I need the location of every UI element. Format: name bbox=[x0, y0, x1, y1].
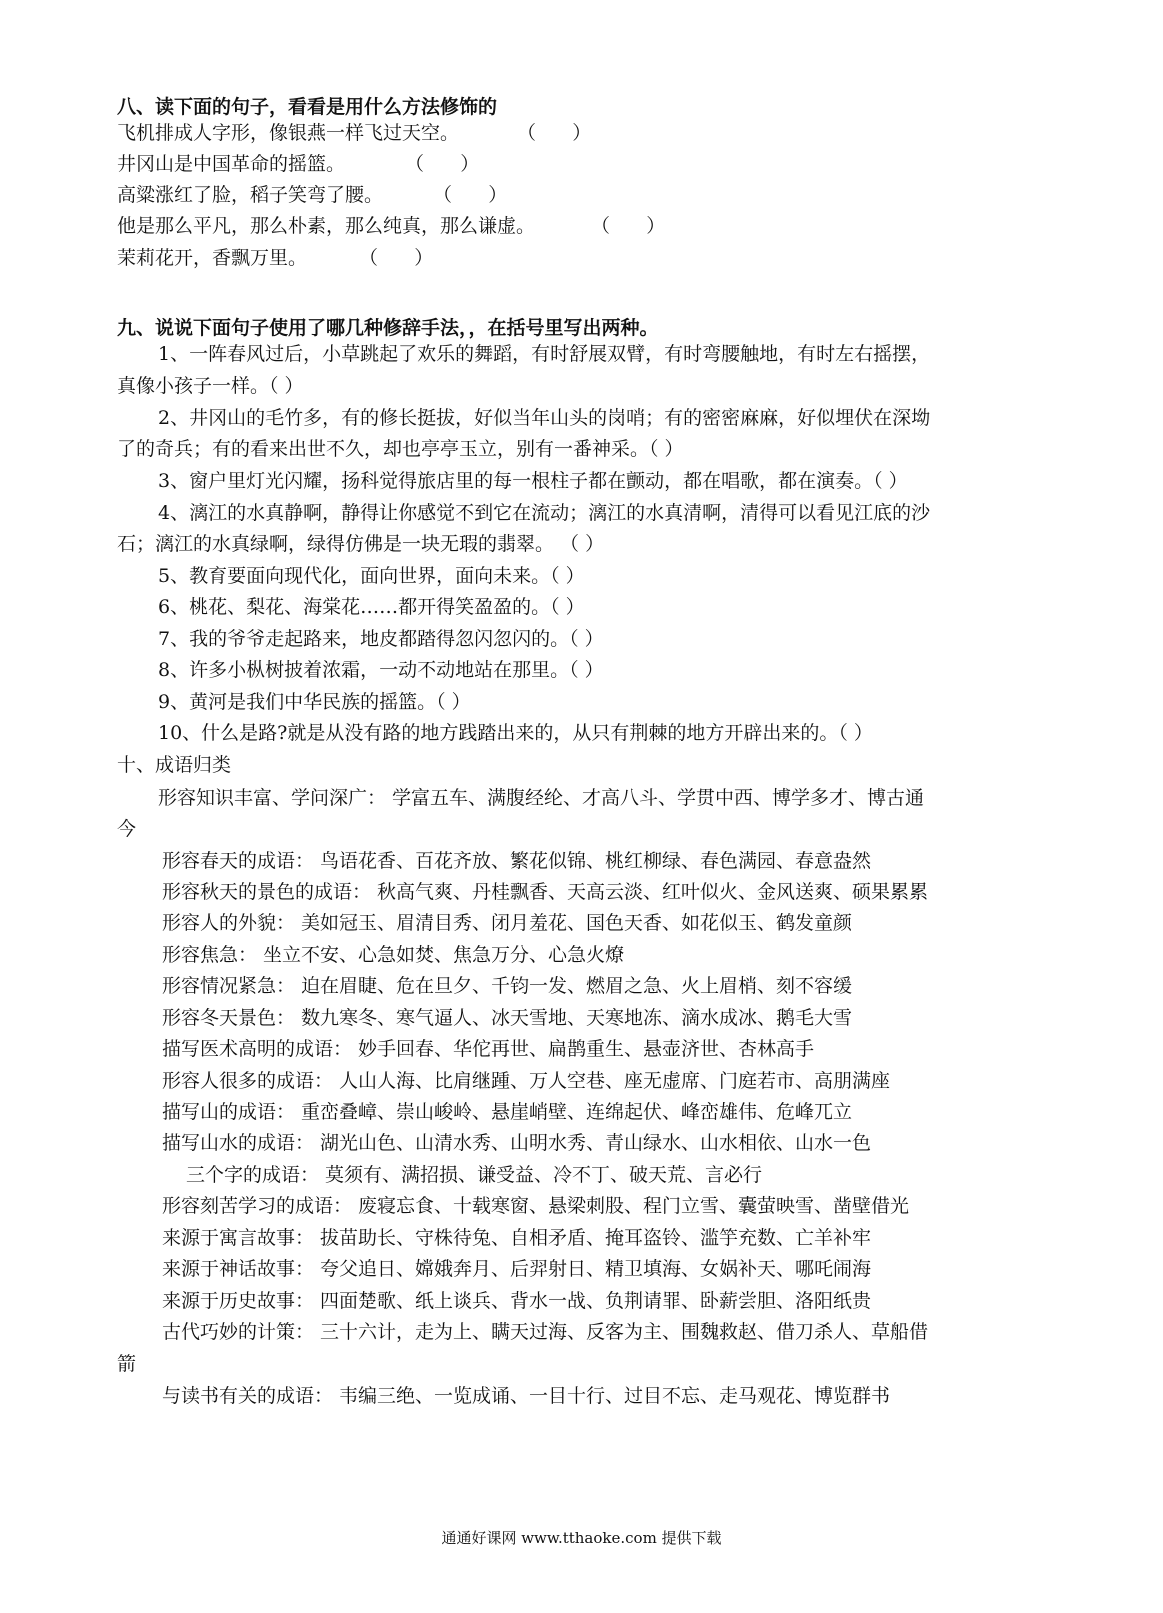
section-8-item-4 bbox=[117, 213, 665, 239]
section-9-line: 8、许多小枞树披着浓霜，一动不动地站在那里。（ ） bbox=[158, 659, 604, 681]
section-9-line: 真像小孩子一样。（ ） bbox=[117, 375, 304, 397]
section-9-line: 4、漓江的水真静啊，静得让你感觉不到它在流动；漓江的水真清啊，清得可以看见江底的沙 bbox=[158, 502, 931, 524]
sentence: 高粱涨红了脸，稻子笑弯了腰。 bbox=[117, 184, 384, 206]
section-8-item-1 bbox=[117, 120, 591, 146]
section-9-line: 7、我的爷爷走起路来，地皮都踏得忽闪忽闪的。（ ） bbox=[158, 628, 604, 650]
idiom-line: 形容焦急： 坐立不安、心急如焚、焦急万分、心急火燎 bbox=[162, 944, 625, 966]
section-9-line: 10、什么是路?就是从没有路的地方践踏出来的，从只有荆棘的地方开辟出来的。（ ） bbox=[158, 722, 873, 744]
answer-blank[interactable]: （ ） bbox=[433, 184, 508, 206]
section-9-line: 3、窗户里灯光闪耀，扬科觉得旅店里的每一根柱子都在颤动，都在唱歌，都在演奏。（ ） bbox=[158, 470, 908, 492]
answer-blank[interactable]: （ ） bbox=[405, 153, 480, 175]
idiom-line: 描写山水的成语： 湖光山色、山清水秀、山明水秀、青山绿水、山水相依、山水一色 bbox=[162, 1132, 872, 1154]
section-9-line: 5、教育要面向现代化，面向世界，面向未来。（ ） bbox=[158, 565, 585, 587]
idiom-line: 今 bbox=[117, 818, 137, 840]
idiom-line: 形容情况紧急： 迫在眉睫、危在旦夕、千钧一发、燃眉之急、火上眉梢、刻不容缓 bbox=[162, 975, 853, 997]
idiom-line: 形容冬天景色： 数九寒冬、寒气逼人、冰天雪地、天寒地冻、滴水成冰、鹅毛大雪 bbox=[162, 1007, 853, 1029]
section-9-line: 石；漓江的水真绿啊，绿得仿佛是一块无瑕的翡翠。 （ ） bbox=[117, 533, 605, 555]
idiom-line: 形容刻苦学习的成语： 废寝忘食、十载寒窗、悬梁刺股、程门立雪、囊萤映雪、凿壁借光 bbox=[162, 1195, 910, 1217]
idiom-line: 古代巧妙的计策： 三十六计，走为上、瞒天过海、反客为主、围魏救赵、借刀杀人、草船借 bbox=[162, 1321, 929, 1343]
sentence: 井冈山是中国革命的摇篮。 bbox=[117, 153, 346, 175]
answer-blank[interactable]: （ ） bbox=[517, 122, 592, 144]
idiom-line: 箭 bbox=[117, 1353, 137, 1375]
idiom-line: 形容秋天的景色的成语： 秋高气爽、丹桂飘香、天高云淡、红叶似火、金风送爽、硕果累累 bbox=[162, 881, 929, 903]
answer-blank[interactable]: （ ） bbox=[591, 215, 666, 237]
idiom-line: 描写山的成语： 重峦叠嶂、崇山峻岭、悬崖峭壁、连绵起伏、峰峦雄伟、危峰兀立 bbox=[162, 1101, 853, 1123]
idiom-line: 形容人的外貌： 美如冠玉、眉清目秀、闭月羞花、国色天香、如花似玉、鹤发童颜 bbox=[162, 912, 853, 934]
idiom-line: 形容知识丰富、学问深广： 学富五车、满腹经纶、才高八斗、学贯中西、博学多才、博古通 bbox=[158, 787, 925, 809]
sentence: 飞机排成人字形，像银燕一样飞过天空。 bbox=[117, 122, 460, 144]
section-8-item-2 bbox=[117, 151, 479, 177]
section-9-line: 9、黄河是我们中华民族的摇篮。（ ） bbox=[158, 691, 471, 713]
idiom-line: 形容人很多的成语： 人山人海、比肩继踵、万人空巷、座无虚席、门庭若市、高朋满座 bbox=[162, 1070, 891, 1092]
answer-blank[interactable]: （ ） bbox=[359, 247, 434, 269]
section-10-title: 十、成语归类 bbox=[117, 754, 232, 776]
sentence: 茉莉花开，香飘万里。 bbox=[117, 247, 308, 269]
idiom-line: 来源于寓言故事： 拔苗助长、守株待兔、自相矛盾、掩耳盗铃、滥竽充数、亡羊补牢 bbox=[162, 1227, 872, 1249]
section-9-line: 1、一阵春风过后，小草跳起了欢乐的舞蹈，有时舒展双臂，有时弯腰触地，有时左右摇摆， bbox=[158, 343, 931, 365]
section-9-line: 6、桃花、梨花、海棠花……都开得笑盈盈的。（ ） bbox=[158, 596, 585, 618]
idiom-line: 来源于神话故事： 夸父追日、嫦娥奔月、后羿射日、精卫填海、女娲补天、哪吒闹海 bbox=[162, 1258, 872, 1280]
idiom-line: 与读书有关的成语： 韦编三绝、一览成诵、一目十行、过目不忘、走马观花、博览群书 bbox=[162, 1385, 891, 1407]
idiom-line: 描写医术高明的成语： 妙手回春、华佗再世、扁鹊重生、悬壶济世、杏林高手 bbox=[162, 1038, 815, 1060]
idiom-line: 形容春天的成语： 鸟语花香、百花齐放、繁花似锦、桃红柳绿、春色满园、春意盎然 bbox=[162, 850, 872, 872]
section-8-title: 八、读下面的句子，看看是用什么方法修饰的 bbox=[117, 96, 498, 118]
section-9-title: 九、说说下面句子使用了哪几种修辞手法，，在括号里写出两种。 bbox=[117, 317, 659, 339]
section-9-line: 2、井冈山的毛竹多，有的修长挺拔，好似当年山头的岗哨；有的密密麻麻，好似埋伏在深坳 bbox=[158, 407, 931, 429]
sentence: 他是那么平凡，那么朴素，那么纯真，那么谦虚。 bbox=[117, 215, 536, 237]
page-footer: 通通好课网 www.tthaoke.com 提供下载 bbox=[441, 1529, 722, 1547]
idiom-line: 三个字的成语： 莫须有、满招损、谦受益、冷不丁、破天荒、言必行 bbox=[186, 1164, 763, 1186]
section-9-line: 了的奇兵；有的看来出世不久，却也亭亭玉立，别有一番神采。（ ） bbox=[117, 438, 684, 460]
section-8-item-5 bbox=[117, 245, 433, 271]
section-8-item-3 bbox=[117, 182, 507, 208]
idiom-line: 来源于历史故事： 四面楚歌、纸上谈兵、背水一战、负荆请罪、卧薪尝胆、洛阳纸贵 bbox=[162, 1290, 872, 1312]
